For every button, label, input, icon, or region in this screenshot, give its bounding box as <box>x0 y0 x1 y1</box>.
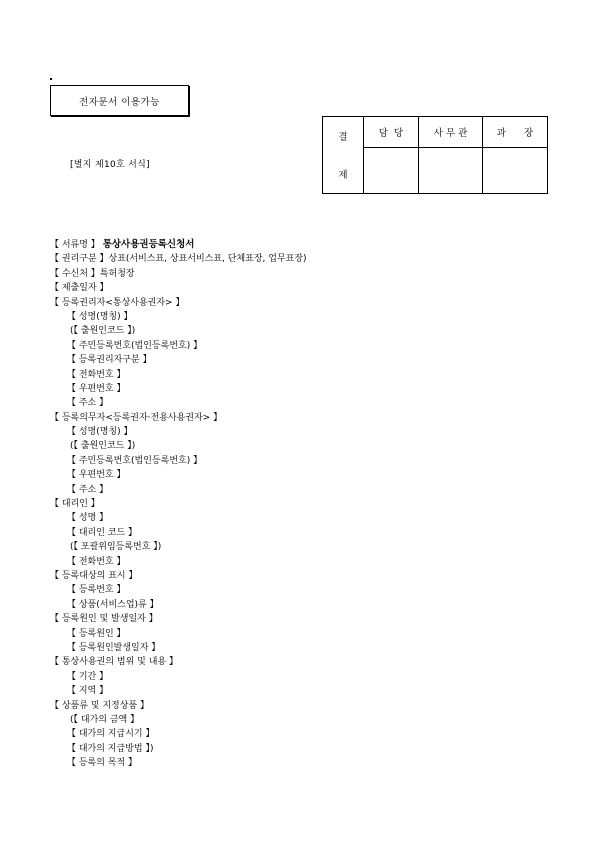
approval-col-officer: 사 무 관 <box>419 117 483 148</box>
field-row: 【 상품류 및 지정상품 】 <box>50 700 149 711</box>
field-row: 【 주소 】 <box>67 398 109 409</box>
field-row: 【 등록원인 】 <box>67 628 126 639</box>
approval-table <box>322 116 548 194</box>
approval-sign-staff[interactable] <box>364 148 419 194</box>
field-row: 【 전화번호 】 <box>67 556 126 567</box>
scan-mark <box>50 78 52 80</box>
field-row: 【 대리인 코드 】 <box>67 527 138 538</box>
field-row: 【 통상사용권의 범위 및 내용 】 <box>50 657 178 668</box>
field-row: 【 주소 】 <box>67 484 109 495</box>
field-row: (【 출원인코드 】) <box>70 326 136 337</box>
approval-head-bottom: 제 <box>338 170 348 181</box>
document-title: 통상사용권등록신청서 <box>102 239 195 250</box>
field-row: 【 상품(서비스업)류 】 <box>67 599 159 610</box>
field-row: 【 우편번호 】 <box>67 470 126 481</box>
field-row: 【 등록대상의 표시 】 <box>50 570 138 581</box>
field-row: 【 등록번호 】 <box>67 585 126 596</box>
electronic-document-label: 전자문서 이용가능 <box>79 96 160 108</box>
field-row: 【 등록권리자구분 】 <box>67 355 152 366</box>
field-row: 【 수신처 】특허청장 <box>50 268 135 279</box>
field-row: 【 대리인 】 <box>50 499 100 510</box>
field-row: 【 등록의 목적 】 <box>67 758 138 769</box>
field-row: (【 대가의 금액 】 <box>70 714 140 725</box>
form-number: [별지 제10호 서식] <box>70 160 150 170</box>
approval-sign-chief[interactable] <box>483 148 548 194</box>
field-row: 【 성명(명칭) 】 <box>67 427 133 438</box>
approval-sign-officer[interactable] <box>419 148 483 194</box>
field-row: 【 지역 】 <box>67 686 109 697</box>
field-row: 【 우편번호 】 <box>67 383 126 394</box>
field-row: 【 주민등록번호(법인등록번호) 】 <box>67 455 203 466</box>
field-row: (【 포괄위임등록번호 】) <box>70 542 162 553</box>
field-row: 【 성명 】 <box>67 513 109 524</box>
approval-col-staff: 담 당 <box>364 117 419 148</box>
field-row-title <box>50 238 307 252</box>
field-row: 【 기간 】 <box>67 671 109 682</box>
field-row: 【 등록권리자<통상사용권자> 】 <box>50 297 185 308</box>
field-label-doc-name: 【 서류명 】 <box>50 240 100 250</box>
field-row: 【 전화번호 】 <box>67 369 126 380</box>
field-row: 【 등록원인발생일자 】 <box>67 642 161 653</box>
field-row: 【 권리구분 】상표(서비스표, 상표서비스표, 단체표장, 업무표장) <box>50 254 307 265</box>
field-row: 【 성명(명칭) 】 <box>67 311 133 322</box>
form-fields <box>50 238 307 770</box>
field-row: 【 등록원인 및 발생일자 】 <box>50 614 158 625</box>
approval-head-top: 결 <box>338 132 348 143</box>
field-row: (【 출원인코드 】) <box>70 441 136 452</box>
electronic-document-badge <box>50 85 189 116</box>
approval-col-chief: 과 장 <box>483 117 548 148</box>
field-row: 【 대가의 지급시기 】 <box>67 729 155 740</box>
approval-head-cell <box>323 117 364 194</box>
field-row: 【 주민등록번호(법인등록번호) 】 <box>67 340 203 351</box>
field-row: 【 제출일자 】 <box>50 283 109 294</box>
field-row: 【 등록의무자<등록권자·전용사용권자> 】 <box>50 412 223 423</box>
field-row: 【 대가의 지급방법 】) <box>67 743 154 754</box>
